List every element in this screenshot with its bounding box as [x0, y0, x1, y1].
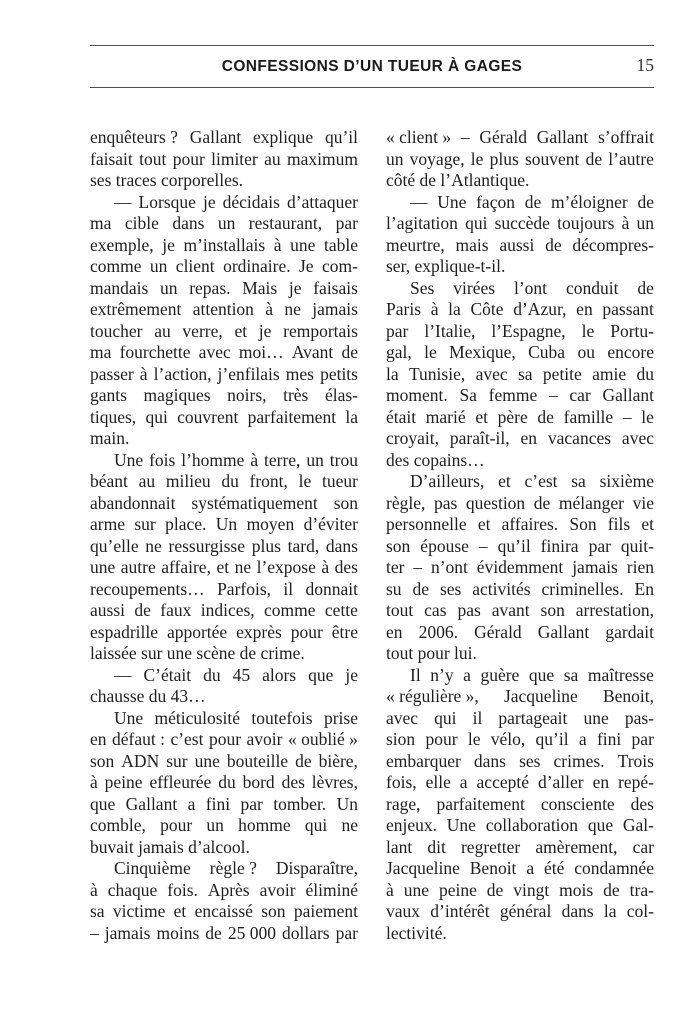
- text-line: buvait jamais d’alcool.: [90, 836, 250, 857]
- text-line: Ses virées l’ont conduit de: [410, 277, 654, 298]
- text-line: — Une façon de m’éloigner de: [410, 191, 654, 212]
- text-line: aussi de faux indices, comme cette: [90, 600, 358, 620]
- text-line: meurtre, mais aussi de décompres-: [386, 234, 654, 255]
- text-line: su de ses activités criminelles. En: [386, 578, 654, 599]
- text-line: Il n’y a guère que sa maîtresse: [410, 664, 654, 685]
- text-line: Une fois l’homme à terre, un trou: [114, 449, 358, 470]
- text-line: la Tunisie, avec sa petite amie du: [386, 363, 654, 384]
- text-line: ser, explique-t-il.: [386, 256, 506, 276]
- text-line: qu’elle ne ressurgisse plus tard, dans: [90, 535, 358, 556]
- text-line: comble, pour un homme qui ne: [90, 815, 358, 835]
- running-header-title: CONFESSIONS D’UN TUEUR À GAGES: [221, 58, 523, 75]
- text-line: « régulière », Jacqueline Benoit,: [386, 686, 654, 706]
- text-line: lectivité.: [386, 922, 447, 943]
- text-line: laissée sur une scène de crime.: [90, 643, 305, 663]
- text-line: arme sur place. Un moyen d’éviter: [90, 514, 358, 534]
- text-line: — C’était du 45 alors que je: [114, 664, 358, 685]
- text-line: embarquer dans ses crimes. Trois: [386, 750, 654, 771]
- header-rule-bottom: [90, 87, 654, 88]
- text-line: main.: [90, 428, 130, 448]
- text-line: personnelle et affaires. Son fils et: [386, 514, 654, 534]
- text-line: lant dit regretter amèrement, car: [386, 836, 654, 857]
- text-column-right: [386, 127, 654, 944]
- text-line: un voyage, le plus souvent de l’autre: [386, 148, 654, 169]
- text-line: en défaut : c’est pour avoir « oublié »: [90, 729, 358, 749]
- text-line: Une méticulosité toutefois prise: [114, 707, 358, 728]
- text-line: son épouse – qu’il finira par quit-: [386, 535, 654, 556]
- text-line: moment. Sa femme – car Gallant: [386, 385, 654, 405]
- text-line: que Gallant a fini par tomber. Un: [90, 793, 358, 814]
- text-line: faisait tout pour limiter au maximum: [90, 148, 358, 169]
- text-line: à chaque fois. Après avoir éliminé: [90, 879, 358, 900]
- text-line: croyait, paraît-il, en vacances avec: [386, 428, 654, 448]
- text-line: à peine effleurée du bord des lèvres,: [90, 772, 358, 792]
- text-line: – jamais moins de 25 000 dollars par: [90, 922, 358, 943]
- text-line: une autre affaire, et ne l’expose à des: [90, 557, 358, 577]
- text-line: passer à l’action, j’enfilais mes petits: [90, 363, 358, 384]
- text-line: son ADN sur une bouteille de bière,: [90, 750, 358, 771]
- text-line: gal, le Mexique, Cuba ou encore: [386, 342, 654, 362]
- text-line: fois, elle a accepté d’aller en repé-: [386, 772, 654, 792]
- text-line: sion pour le vélo, qu’il a fini par: [386, 729, 654, 749]
- text-line: vaux d’intérêt général dans la col-: [386, 901, 654, 921]
- text-line: ma fourchette avec moi… Avant de: [90, 342, 358, 362]
- text-line: recoupements… Parfois, il donnait: [90, 578, 358, 599]
- text-line: chausse du 43…: [90, 686, 206, 706]
- text-line: des copains…: [386, 449, 485, 470]
- text-line: espadrille apportée exprès pour être: [90, 621, 358, 642]
- text-line: abandonnait systématiquement son: [90, 492, 358, 513]
- text-line: Jacqueline Benoit a été condamnée: [386, 858, 654, 878]
- text-line: côté de l’Atlantique.: [386, 170, 530, 190]
- text-line: par l’Italie, l’Espagne, le Portu-: [386, 320, 654, 341]
- text-line: avec qui il partageait une pas-: [386, 707, 654, 728]
- text-line: règle, pas question de mélanger vie: [386, 492, 654, 513]
- text-line: l’agitation qui succède toujours à un: [386, 213, 654, 233]
- text-line: Paris à la Côte d’Azur, en passant: [386, 299, 654, 319]
- text-line: « client » – Gérald Gallant s’offrait: [386, 127, 654, 147]
- text-line: Cinquième règle ? Disparaître,: [114, 858, 358, 878]
- text-line: D’ailleurs, et c’est sa sixième: [410, 471, 654, 491]
- text-line: tiques, qui couvrent parfaitement la: [90, 406, 358, 427]
- text-line: rage, parfaitement consciente des: [386, 793, 654, 814]
- text-line: comme un client ordinaire. Je com-: [90, 256, 358, 276]
- text-line: tout cas pas avant son arrestation,: [386, 600, 654, 620]
- text-line: toucher au verre, et je remportais: [90, 320, 358, 341]
- page-number: 15: [636, 55, 654, 75]
- text-line: sa victime et encaissé son paiement: [90, 901, 358, 921]
- text-line: à une peine de vingt mois de tra-: [386, 879, 654, 900]
- header-rule-top: [90, 45, 654, 46]
- text-line: mandais un repas. Mais je faisais: [90, 277, 358, 298]
- text-line: extrêmement attention à ne jamais: [90, 299, 358, 319]
- text-line: ter – n’ont évidemment jamais rien: [386, 557, 654, 577]
- text-column-left: [90, 127, 358, 944]
- text-line: tout pour lui.: [386, 643, 477, 663]
- text-line: en 2006. Gérald Gallant gardait: [386, 621, 654, 642]
- text-line: gants magiques noirs, très élas-: [90, 385, 358, 405]
- text-line: ses traces corporelles.: [90, 170, 244, 190]
- text-line: était marié et père de famille – le: [386, 406, 654, 427]
- text-line: exemple, je m’installais à une table: [90, 234, 358, 255]
- text-line: — Lorsque je décidais d’attaquer: [114, 191, 358, 212]
- text-line: béant au milieu du front, le tueur: [90, 471, 358, 491]
- text-line: enjeux. Une collaboration que Gal-: [386, 815, 654, 835]
- text-line: enquêteurs ? Gallant explique qu’il: [90, 127, 358, 147]
- text-line: ma cible dans un restaurant, par: [90, 213, 358, 233]
